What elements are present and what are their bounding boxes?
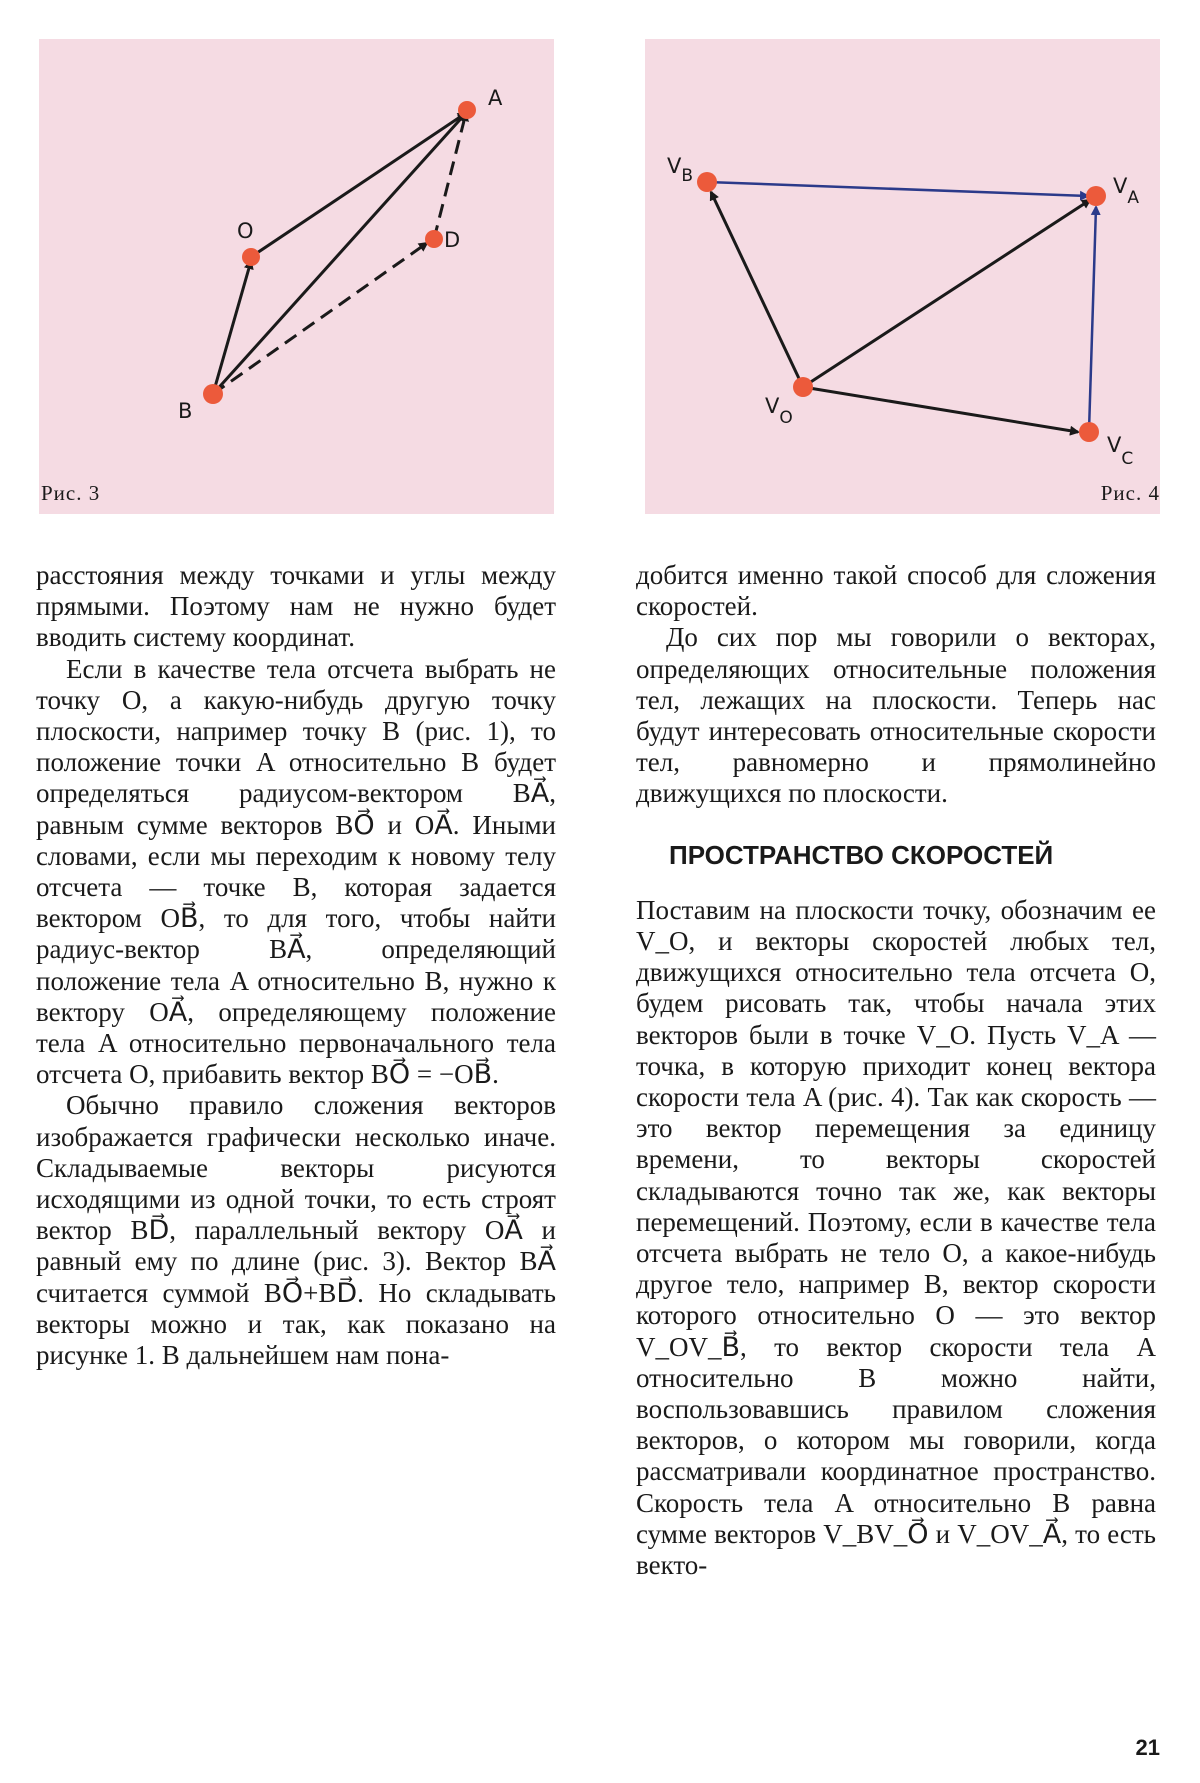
paragraph: добится именно такой способ для сложения скоростей. bbox=[636, 560, 1156, 622]
figure-3 bbox=[39, 39, 554, 514]
label-VC: $V_C$ bbox=[1107, 433, 1134, 469]
point-VA bbox=[1086, 186, 1106, 206]
vector-VC-VA bbox=[1089, 207, 1096, 431]
label-O: O bbox=[237, 219, 254, 243]
point-A bbox=[458, 101, 476, 119]
vector-VO-VA bbox=[803, 200, 1090, 387]
point-D bbox=[425, 230, 443, 248]
point-VB bbox=[697, 172, 717, 192]
paragraph: До сих пор мы говорили о векторах, определяющих относительные положения тел, лежащих на плоскости. Теперь нас будут интересовать относительные скорости тел, равномерно и прямолинейно движущихся по плоскости. bbox=[636, 622, 1156, 809]
paragraph: Если в качестве тела отсчета выбрать не точку O, а какую-нибудь другую точку плоскости, например точку B (рис. 1), то положение точки A относительно B будет определяться радиусом-вектором BA⃗, равным сумме векторов BO⃗ и OA⃗. Иными словами, если мы переходим к новому телу отсчета — точке B, которая задается вектором OB⃗, то для того, чтобы найти радиус-вектор BA⃗, определяющий положение тела A относительно B, нужно к вектору OA⃗, определяющему положение тела A относительно первоначального тела отсчета O, прибавить вектор BO⃗ = −OB⃗. bbox=[36, 653, 556, 1090]
point-VO bbox=[793, 377, 813, 397]
label-VO: $V_O$ bbox=[765, 394, 793, 428]
paragraph: расстояния между точками и углы между прямыми. Поэтому нам не нужно будет вводить систему координат. bbox=[36, 560, 556, 653]
right-column bbox=[636, 560, 1156, 1581]
section-heading: ПРОСТРАНСТВО СКОРОСТЕЙ bbox=[669, 839, 1054, 870]
label-VB: $V_B$ bbox=[667, 154, 694, 186]
label-VA: $V_A$ bbox=[1113, 174, 1140, 208]
label-D: D bbox=[444, 228, 461, 252]
left-column bbox=[36, 560, 556, 1371]
figure-3-caption: Рис. 3 bbox=[41, 481, 101, 505]
figure-3-diagram bbox=[39, 39, 554, 514]
paragraph: Обычно правило сложения векторов изображается графически несколько иначе. Складываемые векторы рисуются исходящими из одной точки, то есть строят вектор BD⃗, параллельный вектору OA⃗ и равный ему по длине (рис. 3). Вектор BA⃗ считается суммой BO⃗+BD⃗. Но складывать векторы можно и так, как показано на рисунке 1. В дальнейшем нам пона- bbox=[36, 1090, 556, 1371]
page-number: 21 bbox=[1135, 1735, 1160, 1760]
vector-VB-VA bbox=[707, 182, 1088, 196]
vector-BD bbox=[213, 243, 427, 394]
paragraph: Поставим на плоскости точку, обозначим ее V_O, и векторы скоростей любых тел, движущихся относительно тела отсчета O, будем рисовать так, чтобы начала этих векторов были в точке V_O. Пусть V_A — точка, в которую приходит конец вектора скорости тела A (рис. 4). Так как скорость — это вектор перемещения за единицу времени, то векторы скоростей складываются точно так же, как векторы перемещений. Поэтому, если в качестве тела отсчета выбрать не тело O, а какое-нибудь другое тело, например B, вектор скорости которого относительно O — это вектор V_OV_B⃗, то вектор скорости тела A относительно B можно найти, воспользовавшись правилом сложения векторов, о котором мы говорили, когда рассматривали координатное пространство. Скорость тела A относительно B равна сумме векторов V_BV_O⃗ и V_OV_A⃗, то есть векто- bbox=[636, 894, 1156, 1581]
label-A: A bbox=[488, 86, 503, 110]
point-O bbox=[242, 248, 260, 266]
figure-4 bbox=[645, 39, 1160, 514]
figure-4-diagram bbox=[645, 39, 1160, 514]
label-B: B bbox=[178, 399, 193, 423]
vector-VO-VC bbox=[803, 387, 1078, 432]
point-VC bbox=[1079, 422, 1099, 442]
point-B bbox=[203, 384, 223, 404]
vector-VO-VB bbox=[711, 192, 803, 387]
figure-4-caption: Рис. 4 bbox=[1100, 481, 1160, 505]
